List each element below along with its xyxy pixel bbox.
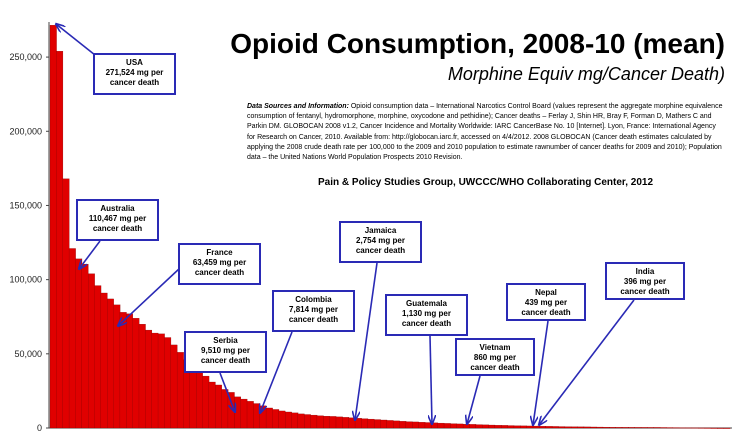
- bar: [679, 428, 686, 429]
- bar: [361, 419, 368, 428]
- bar: [425, 423, 432, 428]
- callout-unit: cancer death: [288, 315, 339, 324]
- credit-line: Pain & Policy Studies Group, UWCCC/WHO Collaborating Center, 2012: [318, 177, 654, 188]
- y-tick-label: 100,000: [9, 274, 42, 285]
- arrow-vietnam: [467, 376, 480, 424]
- callout-unit: cancer death: [109, 78, 160, 87]
- bar: [387, 420, 394, 428]
- bar: [272, 409, 279, 428]
- bar: [56, 51, 63, 428]
- callout-colombia: [272, 290, 355, 332]
- y-tick-label: 200,000: [9, 126, 42, 137]
- bar: [203, 376, 210, 428]
- callout-country: Australia: [100, 204, 135, 213]
- bar: [724, 428, 731, 429]
- bar: [139, 324, 146, 428]
- callout-country: Jamaica: [364, 226, 397, 235]
- bar: [323, 416, 330, 428]
- callout-country: India: [635, 267, 655, 276]
- callout-vietnam: [455, 338, 535, 376]
- callout-value: 7,814 mg per: [289, 305, 338, 314]
- bar: [82, 264, 89, 428]
- bar: [234, 397, 241, 428]
- chart-subtitle: Morphine Equiv mg/Cancer Death): [447, 64, 725, 84]
- bar: [342, 417, 349, 428]
- callout-jamaica: [339, 221, 422, 263]
- bar: [686, 428, 693, 429]
- callout-unit: cancer death: [470, 363, 520, 372]
- callout-country: Guatemala: [406, 299, 447, 308]
- y-tick-label: 250,000: [9, 52, 42, 63]
- callout-india: [605, 262, 685, 300]
- bar: [450, 424, 457, 428]
- bar: [546, 426, 553, 428]
- bar: [558, 427, 565, 428]
- bar: [158, 334, 165, 428]
- bar: [609, 427, 616, 428]
- y-tick-label: 50,000: [14, 348, 42, 359]
- bar: [635, 427, 642, 428]
- bar: [317, 416, 324, 428]
- bar: [241, 399, 248, 428]
- y-tick-label: 150,000: [9, 200, 42, 211]
- bar: [673, 428, 680, 429]
- bar: [654, 427, 661, 428]
- bar: [552, 426, 559, 428]
- bar: [501, 425, 508, 428]
- bar: [292, 413, 299, 428]
- bar: [565, 427, 572, 428]
- bar: [476, 425, 483, 428]
- callout-guatemala: [385, 294, 468, 336]
- callout-serbia: [184, 331, 267, 373]
- bar: [616, 427, 623, 428]
- bar: [514, 426, 521, 428]
- bar: [520, 426, 527, 428]
- arrow-jamaica: [355, 263, 377, 420]
- callout-value: 860 mg per: [473, 353, 517, 362]
- callout-value: 110,467 mg per: [88, 214, 147, 223]
- bar: [444, 423, 451, 428]
- bar: [622, 427, 629, 428]
- y-tick-labels: [9, 52, 49, 433]
- data-sources-note: [247, 102, 725, 163]
- callout-value: 1,130 mg per: [402, 309, 451, 318]
- bar: [368, 419, 375, 428]
- bar: [279, 411, 286, 428]
- chart-title: Opioid Consumption, 2008-10 (mean): [230, 28, 725, 59]
- bar: [114, 305, 121, 428]
- bar: [660, 427, 667, 428]
- callout-value: 9,510 mg per: [201, 346, 250, 355]
- bar: [412, 422, 419, 428]
- bar: [705, 428, 712, 429]
- bar: [355, 418, 362, 428]
- bar: [304, 415, 311, 429]
- bar: [63, 179, 70, 428]
- arrow-australia: [79, 241, 100, 269]
- bar: [666, 428, 673, 429]
- bar: [603, 427, 610, 428]
- data-sources-heading: Data Sources and Information:: [247, 103, 349, 110]
- bar: [88, 274, 95, 428]
- bar: [133, 318, 140, 428]
- bar: [380, 420, 387, 428]
- callout-country: USA: [126, 58, 143, 67]
- callout-value: 63,459 mg per: [192, 258, 247, 267]
- arrow-guatemala: [430, 336, 432, 424]
- callout-unit: cancer death: [92, 224, 143, 233]
- bar: [336, 417, 343, 428]
- bar: [489, 425, 496, 428]
- bar: [641, 427, 648, 428]
- bar: [196, 372, 203, 428]
- bar: [717, 428, 724, 429]
- callout-unit: cancer death: [620, 287, 670, 296]
- bar: [247, 401, 254, 428]
- bar: [692, 428, 699, 429]
- bar: [374, 420, 381, 428]
- bar: [590, 427, 597, 428]
- callout-australia: [76, 199, 159, 241]
- bar: [285, 412, 292, 428]
- bar: [406, 422, 413, 428]
- bar: [527, 426, 534, 428]
- bar: [330, 416, 337, 428]
- bar: [533, 426, 540, 428]
- callout-value: 439 mg per: [524, 298, 568, 307]
- bar: [145, 330, 152, 428]
- bar: [298, 414, 305, 428]
- bar: [164, 338, 171, 429]
- bar: [126, 314, 133, 428]
- bar: [190, 366, 197, 428]
- bar: [215, 385, 222, 428]
- callout-value: 271,524 mg per: [105, 68, 164, 77]
- bar: [152, 333, 159, 428]
- bar: [698, 428, 705, 429]
- bar: [711, 428, 718, 429]
- arrow-nepal: [533, 321, 548, 425]
- bar: [209, 382, 216, 428]
- bar: [107, 299, 114, 428]
- bar: [539, 426, 546, 428]
- bar: [120, 312, 127, 428]
- callout-value: 396 mg per: [623, 277, 667, 286]
- callout-france: [178, 243, 261, 285]
- bar: [647, 427, 654, 428]
- bar: [177, 352, 184, 428]
- data-sources-body: Opioid consumption data – International Narcotics Control Board (values represent the aggregate morphine equivalence consumption of fentanyl, hydromorphone, morphine, oxycodone and pethidine); Cancer deaths – Ferlay J, Shin HR, Bray F, Forman D, Mathers C and Parkin DM. GLOBOCAN 2008 v1.2, Cancer Incidence and Mortality Worldwide: IARC CancerBase No. 10 [Internet]. Lyon, France: International Agency for Research on Cancer, 2010. Available from: http://globocan.iarc.fr, accessed on 4/4/2012. 2008 GLOBOCAN (Cancer death estimates calculated by applying the 2008 crude death rate per 100,000 to the 2009 and 2010 population to estimate rawnumber of cancer deaths for 2009 and 2010); Population data – the United Nations World Population Prospects 2010 Revision.: [247, 103, 723, 162]
- bar: [253, 404, 260, 428]
- y-tick-label: 0: [36, 423, 42, 433]
- bar: [438, 423, 445, 428]
- callout-country: Vietnam: [479, 343, 511, 352]
- callout-country: France: [206, 248, 233, 257]
- bar: [311, 415, 318, 428]
- bar: [419, 422, 426, 428]
- bar: [469, 424, 476, 428]
- bar: [94, 286, 101, 428]
- arrow-usa: [56, 24, 95, 55]
- bar: [69, 248, 76, 428]
- bar: [577, 427, 584, 428]
- callout-unit: cancer death: [200, 356, 251, 365]
- bar: [400, 421, 407, 428]
- bar: [222, 389, 229, 428]
- callout-unit: cancer death: [355, 246, 406, 255]
- bar: [50, 25, 57, 428]
- bar: [463, 424, 470, 428]
- callout-country: Serbia: [213, 336, 238, 345]
- callout-value: 2,754 mg per: [356, 236, 405, 245]
- bar: [457, 424, 464, 428]
- bar: [101, 293, 108, 428]
- callout-unit: cancer death: [194, 268, 245, 277]
- arrow-france: [118, 268, 180, 326]
- callout-country: Colombia: [295, 295, 332, 304]
- bar: [171, 345, 178, 428]
- bar: [75, 259, 82, 428]
- bar: [482, 425, 489, 428]
- bar: [628, 427, 635, 428]
- bar: [597, 427, 604, 428]
- bar: [571, 427, 578, 428]
- callout-unit: cancer death: [401, 319, 452, 328]
- bar: [349, 418, 356, 428]
- bar: [584, 427, 591, 428]
- callout-country: Nepal: [535, 288, 557, 297]
- callout-unit: cancer death: [521, 308, 571, 317]
- callout-usa: [93, 53, 176, 95]
- bar: [393, 421, 400, 428]
- bar: [495, 425, 502, 428]
- bar: [266, 408, 273, 428]
- callout-nepal: [506, 283, 586, 321]
- bar: [508, 426, 515, 428]
